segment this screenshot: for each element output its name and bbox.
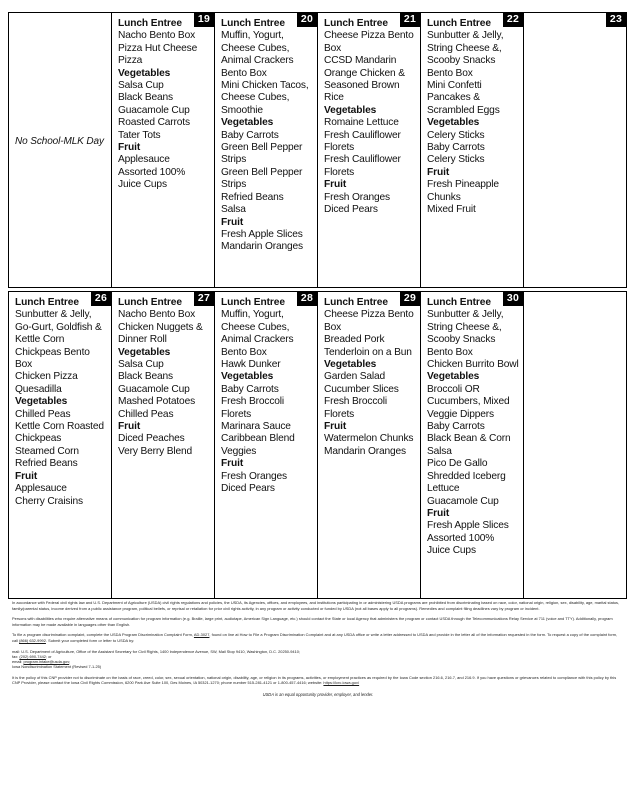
- menu-item: Guacamole Cup: [427, 495, 499, 507]
- menu-item: Chilled Peas: [118, 408, 174, 420]
- menu-item: Mandarin Oranges: [324, 445, 406, 457]
- menu-item: Cheese Pizza Bento Box: [324, 309, 414, 333]
- complaint-text-pre: To file a program discrimination complaint, complete the USDA Program Discrimination Complaint Form,: [12, 632, 194, 638]
- menu-item: Mini Chicken Tacos, Cheese Cubes, Smoothie: [221, 80, 309, 116]
- complaint-text-post: . Submit your completed form or letter to USDA by:: [45, 637, 135, 643]
- menu-item: Salsa Cup: [118, 359, 164, 371]
- day-number-29: 29: [400, 292, 420, 306]
- menu-item: Diced Pears: [324, 204, 378, 216]
- section-heading-vegetables: Vegetables: [324, 104, 377, 116]
- menu-item: Muffin, Yogurt, Cheese Cubes, Animal Crackers Bento Box: [221, 309, 294, 358]
- menu-item: Pico De Gallo: [427, 458, 488, 470]
- menu-item: Fresh Cauliflower Florets: [324, 129, 401, 154]
- day-number-22: 22: [503, 13, 523, 27]
- section-heading-fruit: Fruit: [118, 142, 141, 154]
- menu-item: Roasted Carrots: [118, 117, 190, 129]
- section-heading-fruit: Fruit: [427, 507, 450, 519]
- menu-item: Refried Beans: [15, 458, 78, 470]
- section-heading-entree: Lunch Entree: [221, 18, 285, 29]
- section-heading-entree: Lunch Entree: [118, 297, 182, 308]
- usda-contact-block: [12, 649, 624, 670]
- section-heading-vegetables: Vegetables: [15, 396, 68, 408]
- menu-item: Chicken Burrito Bowl: [427, 359, 519, 371]
- section-heading-vegetables: Vegetables: [427, 117, 480, 129]
- menu-item: Assorted 100% Juice Cups: [118, 166, 186, 191]
- day-cell-30[interactable]: [421, 292, 524, 598]
- usda-nondiscrimination-paragraph: In accordance with Federal civil rights law and U.S. Department of Agriculture (USDA) civil rights regulations and policies, the USDA, its Agencies, offices, and employees, and institutions participating in or administering USDA programs are prohibited from discriminating based on race, color, national origin, religion, sex, disability, age, marital status, family/parental status, income derived from a public assistance program, political beliefs, or reprisal or retaliation for prior civil rights activity, in any program or activity conducted or funded by USDA (not all bases apply to all programs). Remedies and complaint filing deadlines vary by program or incident.: [12, 600, 620, 611]
- contact-fax-post: ; or: [45, 653, 52, 659]
- iowa-text: It is the policy of this CNP provider not to discriminate on the basis of race, creed, color, sex, sexual orientation, national origin, disability, age, or religion in its programs, activities, or employment practices as required by the Iowa Code section 216.6, 216.7, and 216.9. If you have questions or grievances related to compliance with this policy by this CNP Provider, please contact the Iowa Civil Rights Commission, 6200 Park Ave Suite 100, Des Moines, IA 50321-1270; phone number 515-281-4121 or 1-800-457-4416; website:: [12, 674, 617, 686]
- menu-item: Celery Sticks: [427, 129, 485, 141]
- menu-item: Fresh Broccoli Florets: [221, 396, 285, 420]
- menu-item: Marinara Sauce: [221, 421, 291, 433]
- menu-item: Watermelon Chunks: [324, 433, 414, 445]
- section-heading-entree: Lunch Entree: [15, 297, 79, 308]
- contact-mail-line: mail: U.S. Department of Agriculture, Office of the Assistant Secretary for Civil Rights, 1400 Independence Avenue, SW, Mail Stop 9410, Washington, D.C. 20250-9410;: [12, 648, 300, 654]
- day-cell-no-school[interactable]: [9, 13, 112, 287]
- day-number-23: 23: [606, 13, 626, 27]
- day-cell-29[interactable]: [318, 292, 421, 598]
- section-heading-entree: Lunch Entree: [324, 18, 388, 29]
- day-number-19: 19: [194, 13, 214, 27]
- section-heading-fruit: Fruit: [221, 458, 244, 470]
- complaint-text-mid: , found on line at How to File a Program Discrimination Complaint and at any USDA office or write a letter addressed to USDA and provide in the letter all of the information requested in the form. To request a copy of the complaint form, call: [12, 632, 618, 643]
- menu-item: Applesauce: [15, 483, 67, 495]
- contact-email-post: ;: [69, 659, 71, 665]
- menu-item: Salsa: [221, 204, 246, 216]
- menu-item: Mini Confetti Pancakes & Scrambled Eggs: [427, 80, 500, 116]
- footer-legal-block: [12, 600, 624, 697]
- menu-item: Tater Tots: [118, 129, 161, 141]
- menu-item: Baby Carrots: [427, 421, 485, 433]
- menu-item: Guacamole Cup: [118, 104, 190, 116]
- section-heading-vegetables: Vegetables: [221, 117, 274, 129]
- menu-item: Fresh Apple Slices: [221, 228, 303, 240]
- section-heading-fruit: Fruit: [427, 166, 450, 178]
- menu-item: Shredded Iceberg Lettuce: [427, 470, 506, 495]
- menu-item: Kettle Corn Roasted Chickpeas: [15, 421, 104, 445]
- section-heading-entree: Lunch Entree: [118, 18, 182, 29]
- section-heading-vegetables: Vegetables: [324, 359, 377, 371]
- section-heading-fruit: Fruit: [221, 216, 244, 228]
- iowa-statement-label: Iowa Nondiscrimination Statement (Revised 7-1-25): [12, 664, 102, 670]
- menu-item: Romaine Lettuce: [324, 117, 399, 129]
- contact-email-label: email:: [12, 659, 24, 665]
- menu-item: Sunbutter & Jelly, String Cheese &, Scooby Snacks Bento Box: [427, 309, 504, 358]
- section-heading-vegetables: Vegetables: [221, 371, 274, 383]
- section-heading-fruit: Fruit: [118, 421, 141, 433]
- menu-item: Fresh Oranges: [221, 470, 287, 482]
- menu-item: Cucumber Slices: [324, 383, 399, 395]
- complaint-phone-link[interactable]: (866) 632-9992: [19, 637, 46, 643]
- menu-item: Very Berry Blend: [118, 445, 193, 457]
- menu-item: Cheese Pizza Bento Box: [324, 30, 414, 54]
- day-cell-empty: [524, 292, 626, 598]
- menu-item: Celery Sticks: [427, 154, 485, 166]
- section-heading-entree: Lunch Entree: [221, 297, 285, 308]
- menu-item: Fresh Broccoli Florets: [324, 396, 388, 420]
- menu-item: Mixed Fruit: [427, 204, 476, 216]
- menu-item: Baby Carrots: [221, 129, 279, 141]
- menu-item: Black Beans: [118, 92, 173, 104]
- menu-item: Sunbutter & Jelly, Go-Gurt, Goldfish & Kettle Corn Chickpeas Bento Box: [15, 309, 102, 371]
- menu-item: Black Bean & Corn Salsa: [427, 433, 511, 457]
- calendar-week-row: [8, 291, 627, 599]
- menu-item: Baby Carrots: [427, 142, 485, 154]
- contact-fax-label: fax:: [12, 653, 20, 659]
- day-cell-28[interactable]: [215, 292, 318, 598]
- menu-item: Chicken Pizza Quesadilla: [15, 371, 78, 395]
- ad-3027-link[interactable]: AD-3027: [193, 632, 210, 638]
- day-number-21: 21: [400, 13, 420, 27]
- day-number-20: 20: [297, 13, 317, 27]
- menu-item: Caribbean Blend Veggies: [221, 433, 295, 457]
- menu-item: Fresh Apple Slices: [427, 520, 509, 532]
- menu-item: Hawk Dunker: [221, 359, 281, 371]
- day-number-27: 27: [194, 292, 214, 306]
- menu-item: Mandarin Oranges: [221, 241, 303, 253]
- day-cell-26[interactable]: [9, 292, 112, 598]
- iowa-nondiscrimination-paragraph: [12, 675, 624, 686]
- menu-item: Diced Pears: [221, 483, 275, 495]
- menu-item: Garden Salad: [324, 371, 386, 383]
- menu-item: Green Bell Pepper Strips: [221, 166, 303, 191]
- day-number-26: 26: [91, 292, 111, 306]
- contact-email-link[interactable]: program.intake@usda.gov: [23, 659, 70, 665]
- menu-item: Salsa Cup: [118, 80, 164, 92]
- section-heading-vegetables: Vegetables: [118, 67, 171, 79]
- section-heading-entree: Lunch Entree: [427, 18, 491, 29]
- menu-item: Fresh Cauliflower Florets: [324, 154, 401, 178]
- day-cell-21[interactable]: [318, 13, 421, 287]
- calendar-week-row: [8, 12, 627, 288]
- day-number-28: 28: [297, 292, 317, 306]
- day-number-30: 30: [503, 292, 523, 306]
- menu-item: Baby Carrots: [221, 383, 279, 395]
- menu-item: CCSD Mandarin Orange Chicken & Seasoned Brown Rice: [324, 55, 405, 104]
- menu-item: Nacho Bento Box: [118, 309, 196, 321]
- menu-item: Refried Beans: [221, 191, 284, 203]
- day-cell-22[interactable]: [421, 13, 524, 287]
- menu-item: Mashed Potatoes: [118, 396, 196, 408]
- menu-item: Guacamole Cup: [118, 383, 190, 395]
- section-heading-vegetables: Vegetables: [118, 346, 171, 358]
- menu-item: Cherry Craisins: [15, 495, 83, 507]
- section-heading-entree: Lunch Entree: [427, 297, 491, 308]
- menu-item: Sunbutter & Jelly, String Cheese &, Scooby Snacks Bento Box: [427, 30, 504, 79]
- lunch-menu-calendar: [8, 12, 627, 599]
- menu-item: Applesauce: [118, 154, 170, 166]
- menu-item: Chicken Nuggets & Dinner Roll: [118, 321, 203, 346]
- menu-item: Chilled Peas: [15, 408, 71, 420]
- no-school-note: No School-MLK Day: [15, 136, 104, 147]
- contact-fax-number[interactable]: (202) 690-7442: [19, 653, 46, 659]
- usda-accessibility-paragraph: Persons with disabilities who require alternative means of communication for program information (e.g. Braille, large print, audiotape, American Sign Language, etc.) should contact the State or local Agency that administers the program or contact USDA through the Telecommunications Relay Service at 711 (voice and TTY). Additionally, program information may be made available in languages other than English.: [12, 616, 613, 627]
- usda-equal-opportunity-statement: USDA is an equal opportunity provider, employer, and lender.: [262, 691, 374, 697]
- day-cell-27[interactable]: [112, 292, 215, 598]
- menu-item: Black Beans: [118, 371, 173, 383]
- section-heading-fruit: Fruit: [324, 421, 347, 433]
- menu-item: Breaded Pork Tenderloin on a Bun: [324, 334, 412, 358]
- usda-complaint-paragraph: [12, 632, 624, 643]
- menu-item: Assorted 100% Juice Cups: [427, 532, 495, 557]
- section-heading-fruit: Fruit: [324, 179, 347, 191]
- menu-item: Green Bell Pepper Strips: [221, 142, 303, 166]
- menu-item: Steamed Corn: [15, 445, 79, 457]
- menu-item: Broccoli OR Cucumbers, Mixed Veggie Dippers: [427, 383, 510, 420]
- day-cell-20[interactable]: [215, 13, 318, 287]
- menu-item: Fresh Pineapple Chunks: [427, 179, 499, 203]
- section-heading-fruit: Fruit: [15, 470, 38, 482]
- section-heading-vegetables: Vegetables: [427, 371, 480, 383]
- menu-item: Pizza Hut Cheese Pizza: [118, 42, 198, 67]
- day-cell-23[interactable]: [524, 13, 626, 287]
- menu-item: Diced Peaches: [118, 433, 185, 445]
- section-heading-entree: Lunch Entree: [324, 297, 388, 308]
- day-cell-19[interactable]: [112, 13, 215, 287]
- menu-item: Nacho Bento Box: [118, 30, 196, 42]
- menu-item: Muffin, Yogurt, Cheese Cubes, Animal Crackers Bento Box: [221, 30, 294, 79]
- icrc-website-link[interactable]: https://icrc.iowa.gov/: [323, 680, 360, 686]
- menu-item: Fresh Oranges: [324, 191, 390, 203]
